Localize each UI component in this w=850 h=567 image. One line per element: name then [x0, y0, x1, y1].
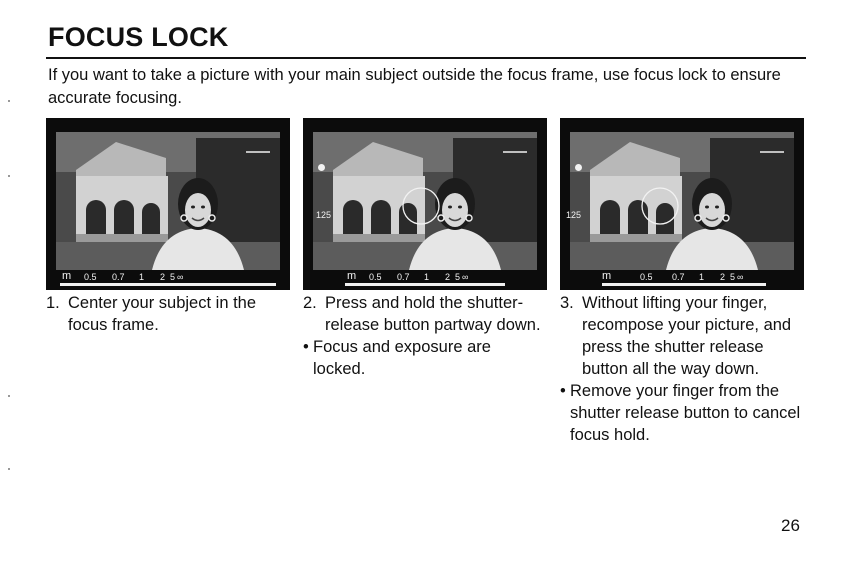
viewfinder-illustration-1: [46, 118, 290, 290]
step-2: [303, 292, 543, 380]
distance-mark: 2: [720, 272, 726, 282]
distance-scale: [54, 270, 282, 286]
step-number: 1.: [46, 294, 60, 312]
viewfinder-scene: [303, 118, 547, 290]
scale-unit: m: [347, 270, 357, 282]
distance-scale: [311, 270, 539, 286]
margin-speck: [8, 100, 10, 102]
bullet-icon: •: [560, 382, 566, 400]
intro-paragraph: If you want to take a picture with your main subject outside the focus frame, use focus lock to ensure accurate focusing.: [48, 66, 781, 107]
title-rule: [46, 57, 806, 59]
page-number: 26: [781, 516, 800, 535]
distance-mark: 0.5: [84, 272, 97, 282]
distance-mark: 5: [730, 272, 736, 282]
distance-mark: ∞: [737, 272, 744, 282]
scale-unit: m: [62, 270, 72, 282]
focus-indicator-dot: [575, 164, 582, 171]
step-text: Without lifting your finger, recompose your picture, and press the shutter release button all the way down.: [582, 294, 792, 378]
viewfinder-illustration-3: [560, 118, 804, 290]
step-text: Center your subject in the focus frame.: [68, 294, 257, 334]
step-text: Press and hold the shutter-release button partway down.: [325, 294, 541, 334]
bullet-text: Focus and exposure are locked.: [313, 338, 491, 378]
page-title: FOCUS LOCK: [48, 22, 229, 52]
shutter-speed-readout: 125: [316, 210, 332, 220]
margin-speck: [8, 468, 10, 470]
distance-mark: 0.5: [369, 272, 382, 282]
distance-scale: [568, 270, 796, 286]
margin-speck: [8, 395, 10, 397]
distance-mark: 5: [170, 272, 176, 282]
distance-mark: 1: [139, 272, 145, 282]
focus-indicator-dot: [318, 164, 325, 171]
step-number: 2.: [303, 294, 317, 312]
scale-bar: [60, 283, 276, 286]
distance-mark: 1: [424, 272, 430, 282]
viewfinder-scene: [560, 118, 804, 290]
distance-mark: 0.7: [672, 272, 685, 282]
distance-mark: 0.7: [112, 272, 125, 282]
scale-unit: m: [602, 270, 612, 282]
scale-bar: [602, 283, 766, 286]
distance-mark: 2: [160, 272, 166, 282]
distance-mark: 1: [699, 272, 705, 282]
distance-mark: 0.7: [397, 272, 410, 282]
distance-mark: 5: [455, 272, 461, 282]
step-1: [46, 292, 286, 336]
shutter-speed-readout: 125: [566, 210, 582, 220]
distance-mark: ∞: [177, 272, 184, 282]
viewfinder-illustration-2: [303, 118, 547, 290]
bullet-text: Remove your finger from the shutter release button to cancel focus hold.: [570, 382, 801, 444]
distance-mark: 2: [445, 272, 451, 282]
bullet-icon: •: [303, 338, 309, 356]
viewfinder-scene: [46, 118, 290, 290]
scale-bar: [345, 283, 505, 286]
margin-speck: [8, 175, 10, 177]
step-number: 3.: [560, 294, 574, 312]
step-3: [560, 292, 810, 446]
distance-mark: ∞: [462, 272, 469, 282]
distance-mark: 0.5: [640, 272, 653, 282]
